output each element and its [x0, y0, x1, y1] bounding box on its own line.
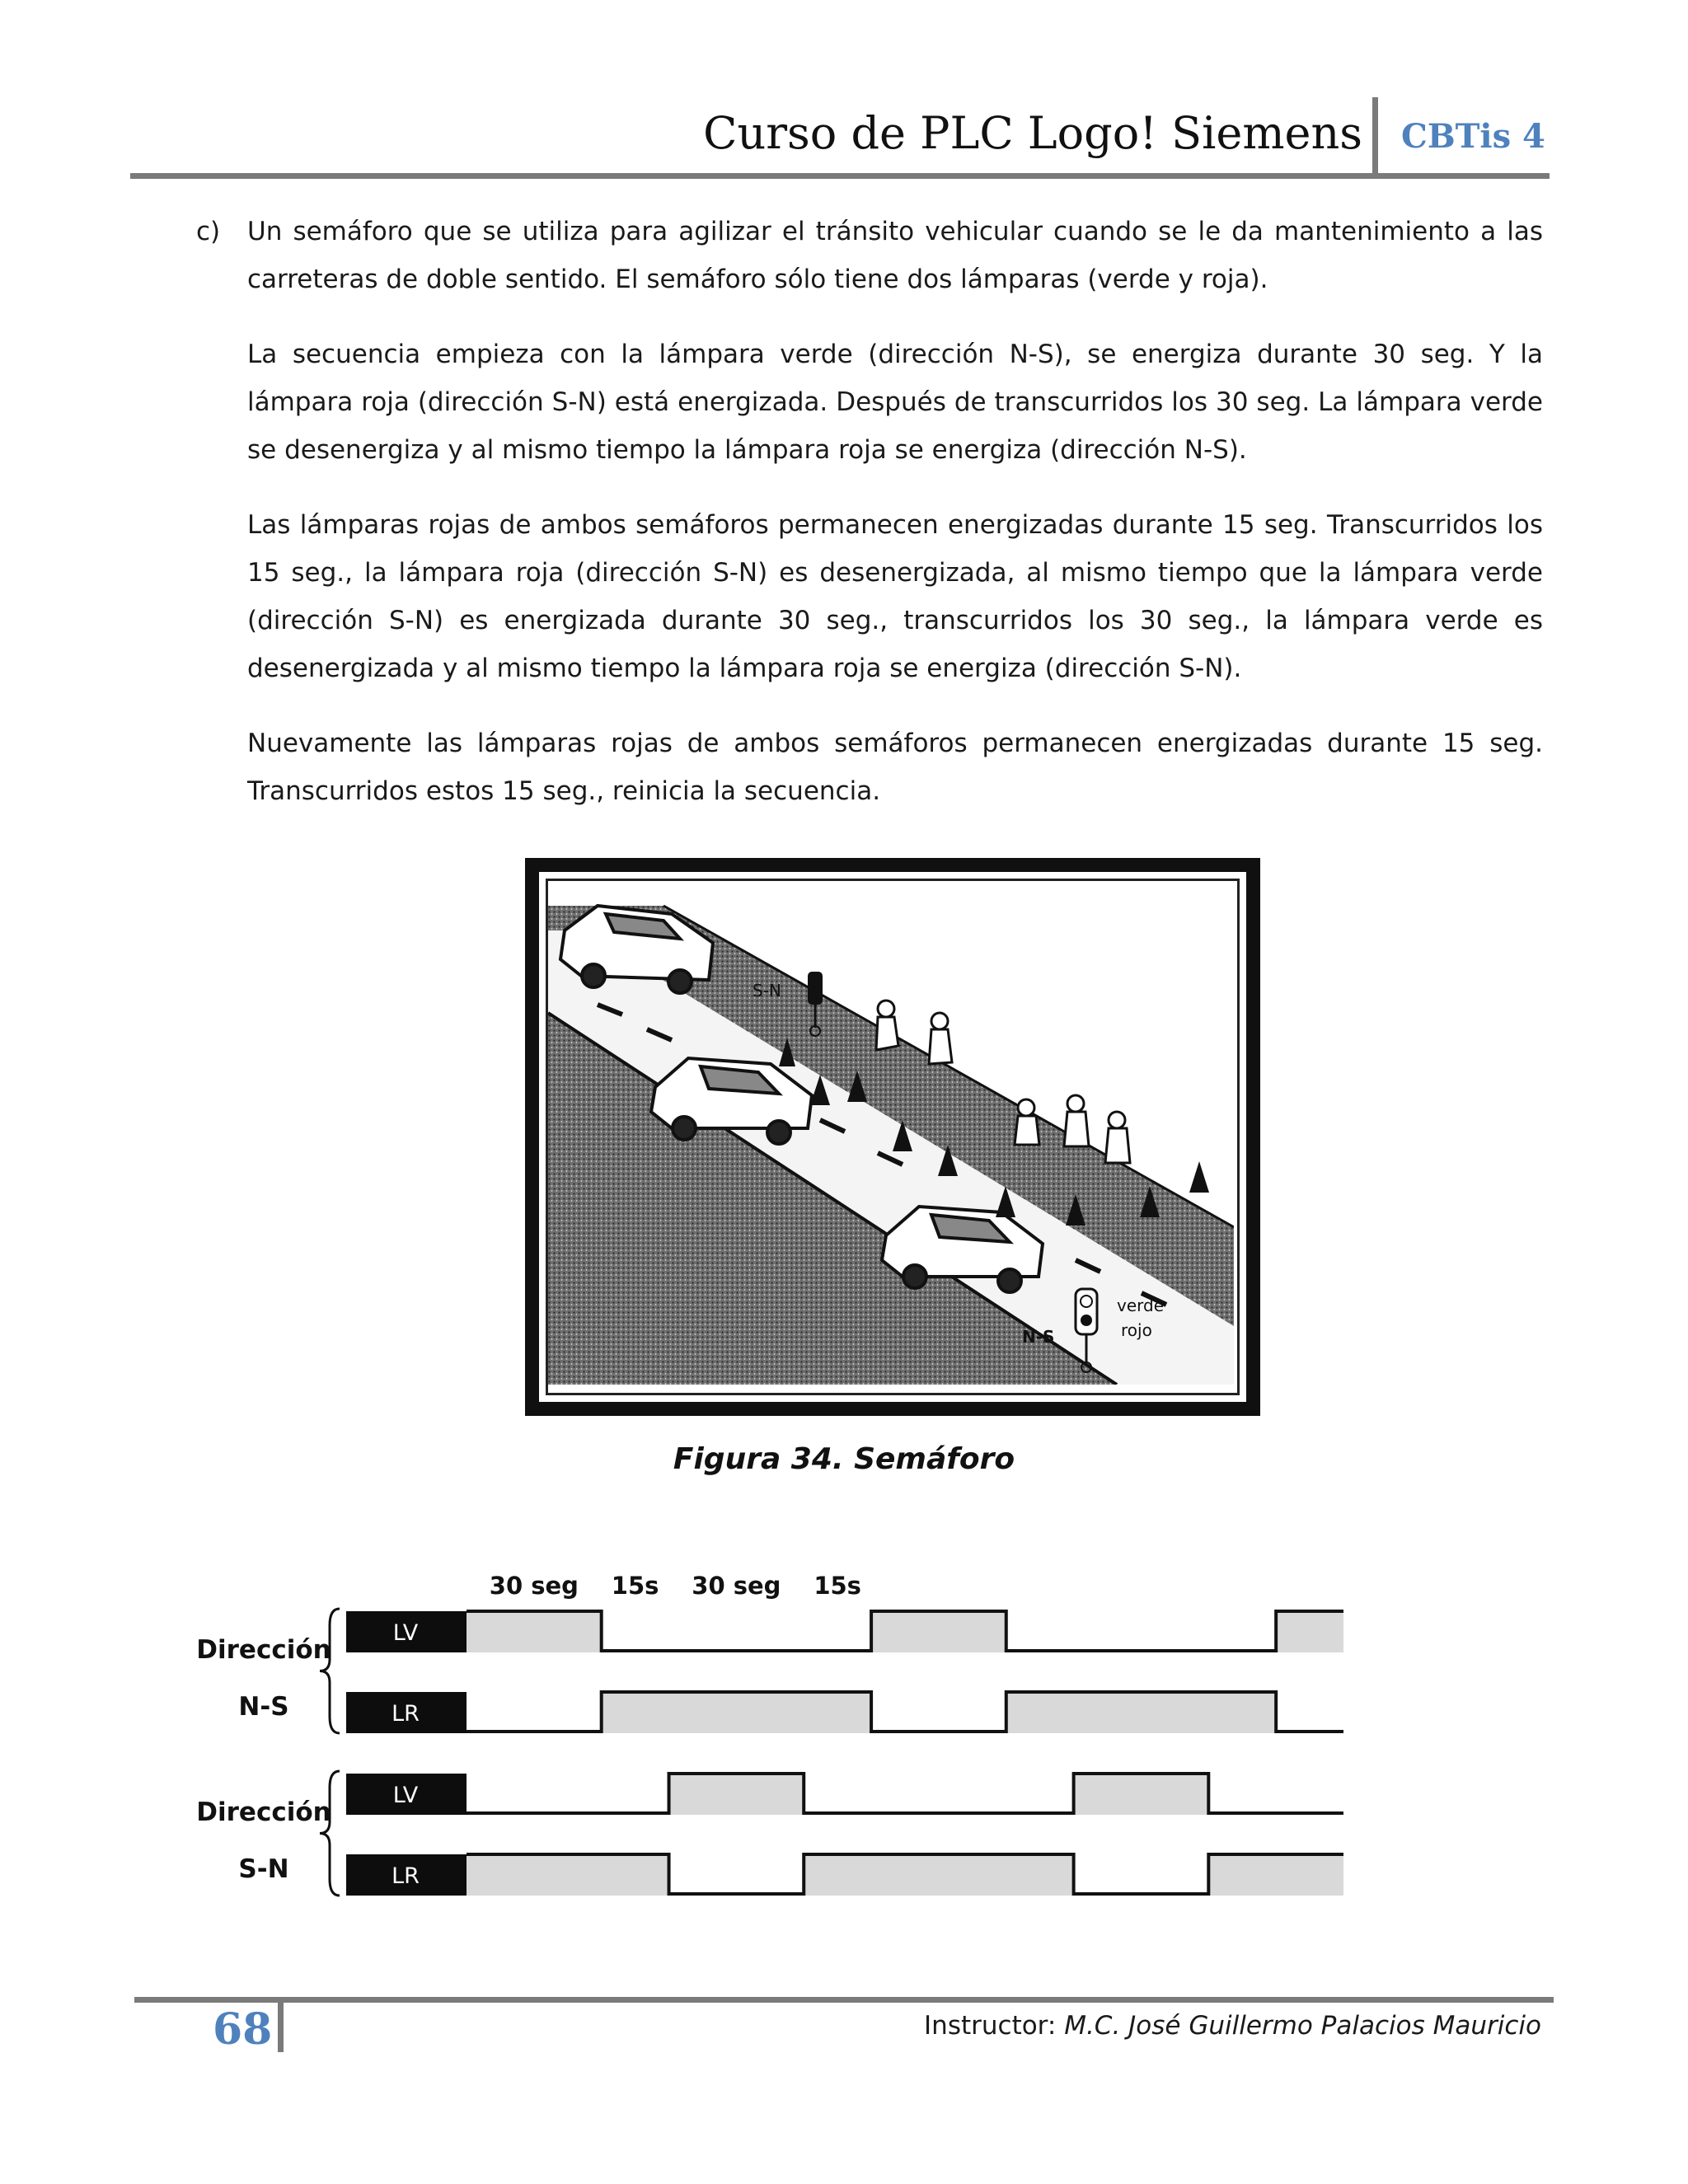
signal-waveform: [467, 1774, 1343, 1813]
group-label-bottom: N-S: [238, 1692, 289, 1722]
signal-high-segment: [1074, 1774, 1209, 1815]
label-ns: N-S: [1022, 1327, 1055, 1347]
signal-high-segment: [1276, 1611, 1343, 1652]
header-title: Curso de PLC Logo! Siemens: [703, 107, 1362, 159]
signal-name: LV: [392, 1783, 419, 1808]
signal-high-segment: [871, 1611, 1006, 1652]
label-sn: S-N: [753, 981, 781, 1001]
paragraph-2: La secuencia empieza con la lámpara verde (dirección N-S), se energiza durante 30 seg. Y la lámpara roja (dirección S-N) está energizada. Después de transcurridos los 30 seg. La lámpara verde se desenergiza y al mismo tiempo la lámpara roja se energiza (dirección N-S).: [247, 340, 1543, 465]
signal-high-segment: [669, 1774, 804, 1815]
instructor-name: M.C. José Guillermo Palacios Mauricio: [1064, 2011, 1541, 2041]
signal-name: LR: [392, 1863, 420, 1889]
label-verde: verde: [1117, 1296, 1165, 1315]
footer-divider: [278, 2003, 284, 2052]
period-label: 30 seg: [692, 1572, 781, 1600]
signal-high-segment: [804, 1854, 1073, 1896]
signal-high-segment: [1208, 1854, 1343, 1896]
group-brace: [320, 1609, 340, 1733]
page-number: 68: [213, 2004, 273, 2055]
group-label-top: Dirección: [196, 1635, 331, 1665]
footer-instructor: [924, 2011, 1541, 2041]
signal-high-segment: [602, 1692, 871, 1733]
label-rojo: rojo: [1121, 1320, 1152, 1340]
header-org: CBTis 4: [1401, 117, 1545, 156]
footer-rule: [134, 1997, 1554, 2003]
period-label: 15s: [814, 1572, 861, 1600]
item-marker: c): [196, 217, 221, 246]
signal-high-segment: [467, 1611, 602, 1652]
paragraph-4: Nuevamente las lámparas rojas de ambos semáforos permanecen energizadas durante 15 seg. Transcurridos estos 15 seg., reinicia la secuencia.: [247, 729, 1543, 806]
group-label-bottom: S-N: [238, 1854, 289, 1884]
period-label: 30 seg: [489, 1572, 579, 1600]
group-label-top: Dirección: [196, 1797, 331, 1827]
signal-high-segment: [1006, 1692, 1276, 1733]
period-label: 15s: [611, 1572, 659, 1600]
group-brace: [320, 1771, 340, 1896]
signal-name: LR: [392, 1701, 420, 1727]
figure-caption: Figura 34. Semáforo: [673, 1442, 1015, 1476]
paragraph-3: Las lámparas rojas de ambos semáforos permanecen energizadas durante 15 seg. Transcurridos los 15 seg., la lámpara roja (dirección S-N) es desenergizada, al mismo tiempo que la lámpara verde (dirección S-N) es energizada durante 30 seg., transcurridos los 30 seg., la lámpara verde es desenergizada y al mismo tiempo la lámpara roja se energiza (dirección S-N).: [247, 510, 1543, 683]
paragraph-1: Un semáforo que se utiliza para agilizar el tránsito vehicular cuando se le da mantenimiento a las carreteras de doble sentido. El semáforo sólo tiene dos lámparas (verde y roja).: [247, 217, 1543, 294]
signal-name: LV: [392, 1620, 419, 1646]
instructor-label: Instructor:: [924, 2011, 1057, 2041]
signal-high-segment: [467, 1854, 669, 1896]
